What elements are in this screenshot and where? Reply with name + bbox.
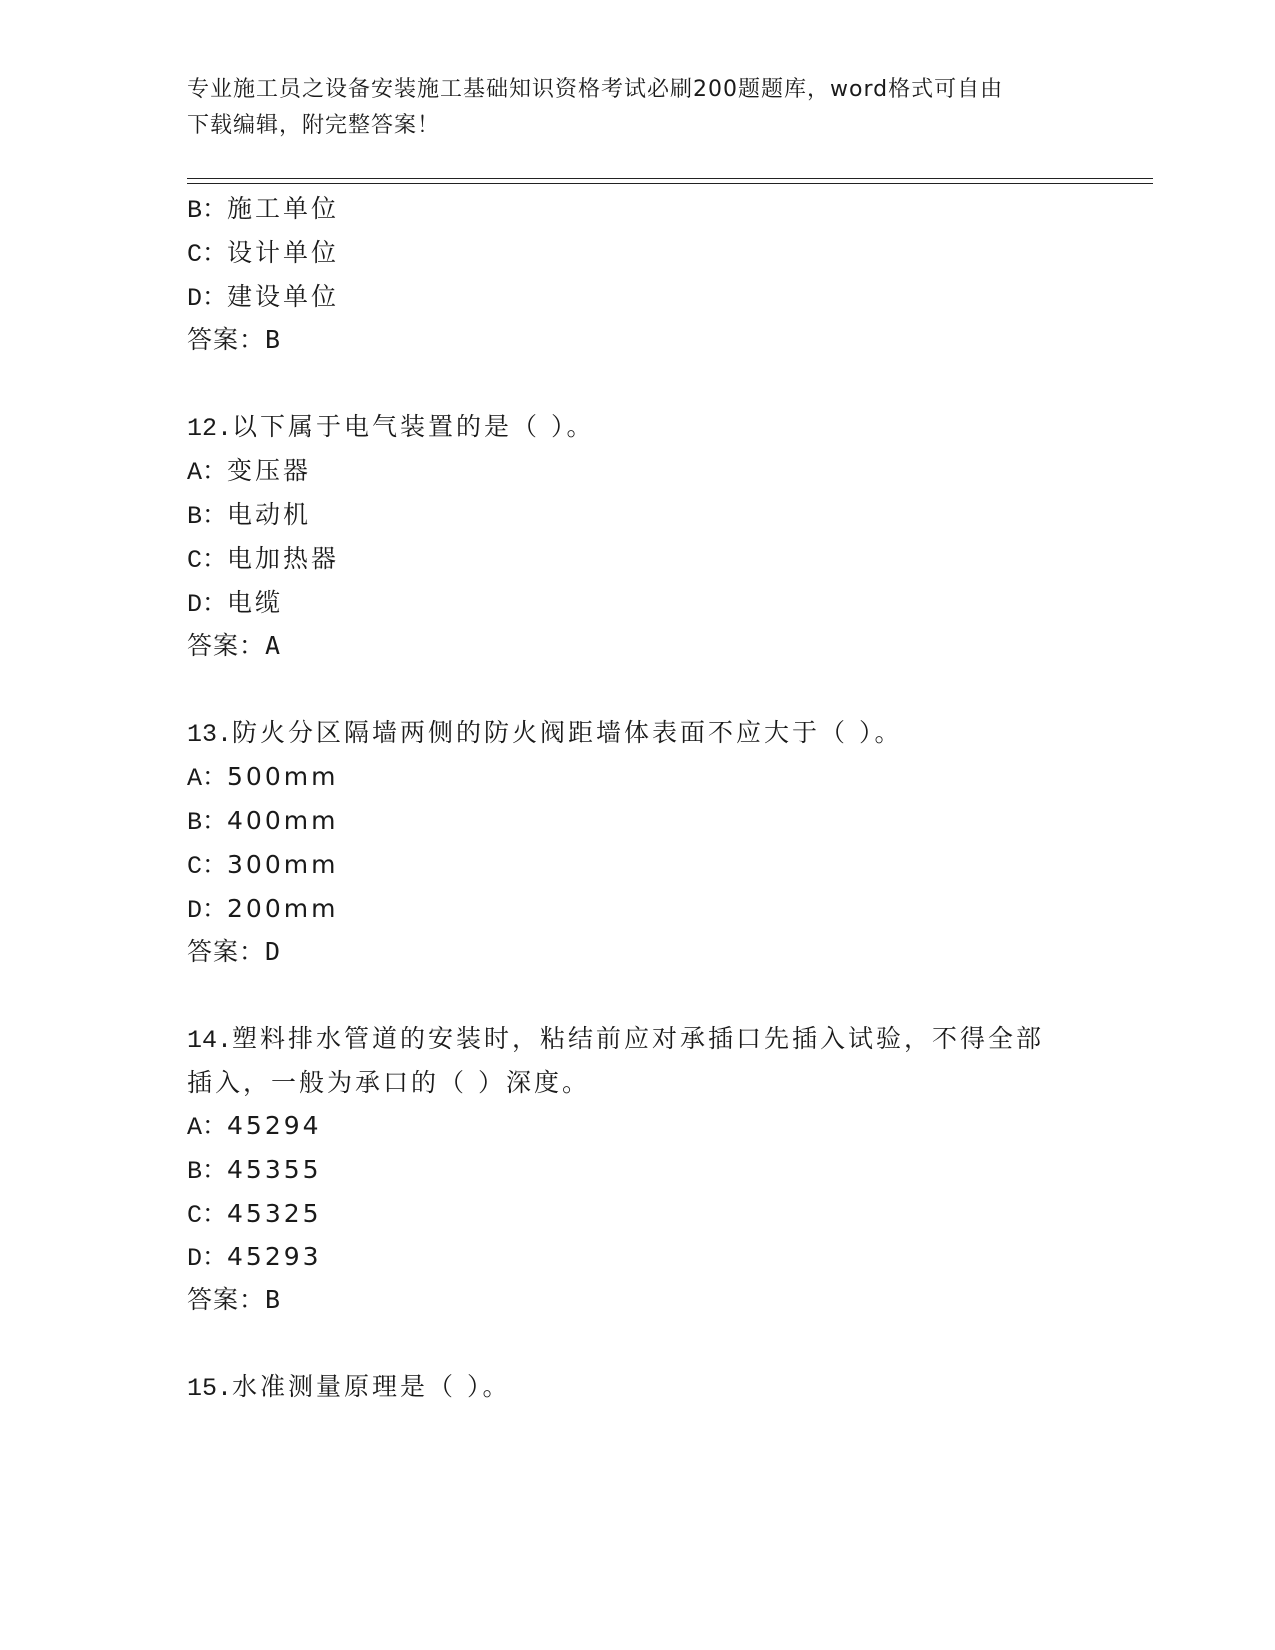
header-title-line-2: 下载编辑，附完整答案！ — [187, 113, 441, 138]
question-14-text-line-1 — [187, 1022, 1044, 1058]
question-12-text — [187, 410, 594, 446]
question-14-option-d — [187, 1240, 322, 1276]
option-key: D： — [187, 1244, 228, 1273]
question-15-text — [187, 1370, 510, 1406]
header-divider-top — [187, 178, 1153, 179]
answer-value: B — [265, 1285, 282, 1314]
fragment-option-c — [187, 236, 339, 272]
option-key: C： — [187, 852, 228, 881]
option-key: A： — [187, 764, 228, 793]
question-number: 12. — [187, 414, 233, 443]
answer-label: 答案： — [187, 937, 266, 966]
question-12-option-b — [187, 498, 311, 534]
option-text: 200mm — [227, 894, 339, 923]
option-text: 45294 — [227, 1111, 322, 1140]
option-key: C： — [187, 1201, 228, 1230]
question-13-option-a — [187, 760, 338, 796]
question-line: 水准测量原理是（ ）。 — [232, 1372, 511, 1401]
question-13-text — [187, 716, 902, 752]
question-12-option-a — [187, 454, 311, 490]
option-text: 45293 — [227, 1242, 322, 1271]
question-line: 防火分区隔墙两侧的防火阀距墙体表面不应大于（ ）。 — [232, 718, 903, 747]
option-text: 电加热器 — [227, 544, 340, 573]
question-14-option-b — [187, 1153, 322, 1189]
option-key: B： — [187, 1157, 228, 1186]
fragment-answer — [187, 323, 281, 357]
answer-label: 答案： — [187, 325, 266, 354]
fragment-option-d — [187, 280, 339, 316]
question-13-option-c — [187, 848, 338, 884]
question-14-option-c — [187, 1197, 322, 1233]
option-key: C： — [187, 546, 228, 575]
question-12-option-c — [187, 542, 339, 578]
question-12-option-d — [187, 586, 283, 622]
question-number: 14. — [187, 1026, 233, 1055]
answer-label: 答案： — [187, 1285, 266, 1314]
question-number: 15. — [187, 1374, 233, 1403]
option-key: C： — [187, 240, 228, 269]
answer-value: D — [265, 937, 282, 966]
option-key: A： — [187, 1113, 228, 1142]
option-text: 电缆 — [227, 588, 284, 617]
option-text: 设计单位 — [227, 238, 340, 267]
question-line: 插入，一般为承口的（ ）深度。 — [187, 1068, 590, 1097]
question-line: 以下属于电气装置的是（ ）。 — [232, 412, 595, 441]
option-key: B： — [187, 808, 228, 837]
question-13-option-b — [187, 804, 338, 840]
fragment-option-b — [187, 192, 339, 228]
option-key: D： — [187, 896, 228, 925]
question-line: 塑料排水管道的安装时，粘结前应对承插口先插入试验，不得全部 — [232, 1024, 1045, 1053]
option-text: 45355 — [227, 1155, 322, 1184]
question-13-option-d — [187, 892, 338, 928]
option-key: B： — [187, 196, 228, 225]
document-header — [187, 72, 1067, 144]
option-text: 变压器 — [227, 456, 312, 485]
option-text: 400mm — [227, 806, 339, 835]
option-text: 45325 — [227, 1199, 322, 1228]
question-13-answer — [187, 935, 281, 969]
header-divider-bottom — [187, 183, 1153, 184]
option-text: 施工单位 — [227, 194, 340, 223]
question-14-text-line-2 — [187, 1066, 590, 1100]
option-key: D： — [187, 590, 228, 619]
question-14-answer — [187, 1283, 281, 1317]
question-number: 13. — [187, 720, 233, 749]
header-title-line-1: 专业施工员之设备安装施工基础知识资格考试必刷200题题库，word格式可自由 — [187, 77, 1004, 102]
option-key: B： — [187, 502, 228, 531]
option-text: 300mm — [227, 850, 339, 879]
answer-value: B — [265, 325, 282, 354]
question-14-option-a — [187, 1109, 322, 1145]
answer-label: 答案： — [187, 631, 266, 660]
option-key: A： — [187, 458, 228, 487]
question-12-answer — [187, 629, 281, 663]
option-text: 电动机 — [227, 500, 312, 529]
option-key: D： — [187, 284, 228, 313]
option-text: 建设单位 — [227, 282, 340, 311]
option-text: 500mm — [227, 762, 339, 791]
answer-value: A — [265, 631, 282, 660]
